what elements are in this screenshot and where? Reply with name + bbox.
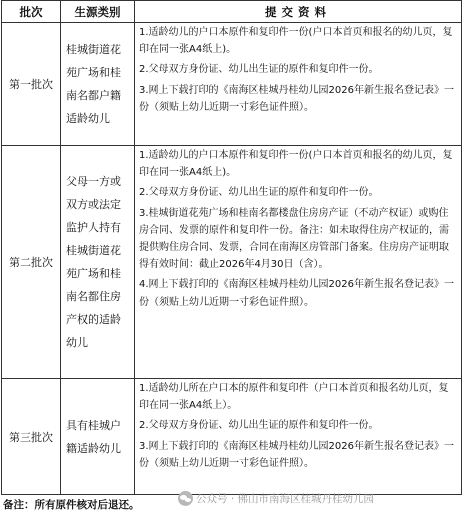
material-item: 2.父母双方身份证、幼儿出生证的原件和复印件一份。 <box>139 64 379 76</box>
materials-cell <box>135 379 462 495</box>
table-row-batch-3 <box>2 379 462 495</box>
material-item: 3.网上下载打印的《南海区桂城丹桂幼儿园2026年新生报名登记表》一份（须贴上幼儿近期一寸彩色证件照）。 <box>139 84 454 113</box>
source-category-cell: 父母一方或双方或法定监护人持有桂城街道花苑广场和桂南名都住房产权的适龄幼儿 <box>61 146 135 379</box>
table-row-batch-1 <box>2 23 462 146</box>
material-item: 3.桂城街道花苑广场和桂南名都楼盘住房房产证（不动产权证）或购住房合同、发票的原件和复印件一份。备注：如未取得住房产权证的，需提供购住房合同、发票，合同在南海区房管部门备案。住房房产证明取得有效时间：截止2026年4月30日（含）。 <box>139 207 449 271</box>
batch-cell: 第一批次 <box>2 23 61 146</box>
batch-cell: 第二批次 <box>2 146 61 379</box>
source-category-cell: 具有桂城户籍适龄幼儿 <box>61 379 135 495</box>
watermark-text: 公众号 · 佛山市南海区桂城丹桂幼儿园 <box>196 493 375 505</box>
table-row-batch-2 <box>2 146 462 379</box>
source-category-cell: 桂城街道花苑广场和桂南名都户籍适龄幼儿 <box>61 23 135 146</box>
batch-cell: 第三批次 <box>2 379 61 495</box>
material-item: 1.适龄幼儿的户口本原件和复印件一份(户口本首页和报名的幼儿页，复印在同一张A4纸上)。 <box>139 27 453 56</box>
header-materials: 提交资料 <box>135 1 462 23</box>
header-source: 生源类别 <box>61 1 135 23</box>
enrollment-materials-table <box>1 0 462 495</box>
header-batch: 批次 <box>2 1 61 23</box>
wechat-account-watermark <box>178 491 374 506</box>
material-item: 1.适龄幼儿所在户口本的原件和复印件（户口本首页和报名幼儿页，复印在同一张A4纸上）。 <box>139 383 449 412</box>
material-item: 4.网上下载打印的《南海区桂城丹桂幼儿园2026年新生报名登记表》一份（须贴上幼儿近期一寸彩色证件照）。 <box>139 279 454 308</box>
material-item: 3.网上下载打印的《南海区桂城丹桂幼儿园2026年新生报名登记表》一份（须贴上幼儿近期一寸彩色证件照）。 <box>139 440 454 469</box>
wechat-icon <box>178 491 193 506</box>
material-item: 1.适龄幼儿的户口本原件和复印件一份(户口本首页和报名的幼儿页，复印在同一张A4纸上)。 <box>139 150 453 179</box>
table-header-row <box>2 1 462 23</box>
footnote: 备注：所有原件核对后退还。 <box>3 499 140 511</box>
material-item: 2.父母双方身份证、幼儿出生证的原件和复印件一份。 <box>139 420 379 432</box>
materials-cell <box>135 23 462 146</box>
material-item: 2.父母双方身份证、幼儿出生证的原件和复印件一份。 <box>139 187 379 199</box>
materials-cell <box>135 146 462 379</box>
